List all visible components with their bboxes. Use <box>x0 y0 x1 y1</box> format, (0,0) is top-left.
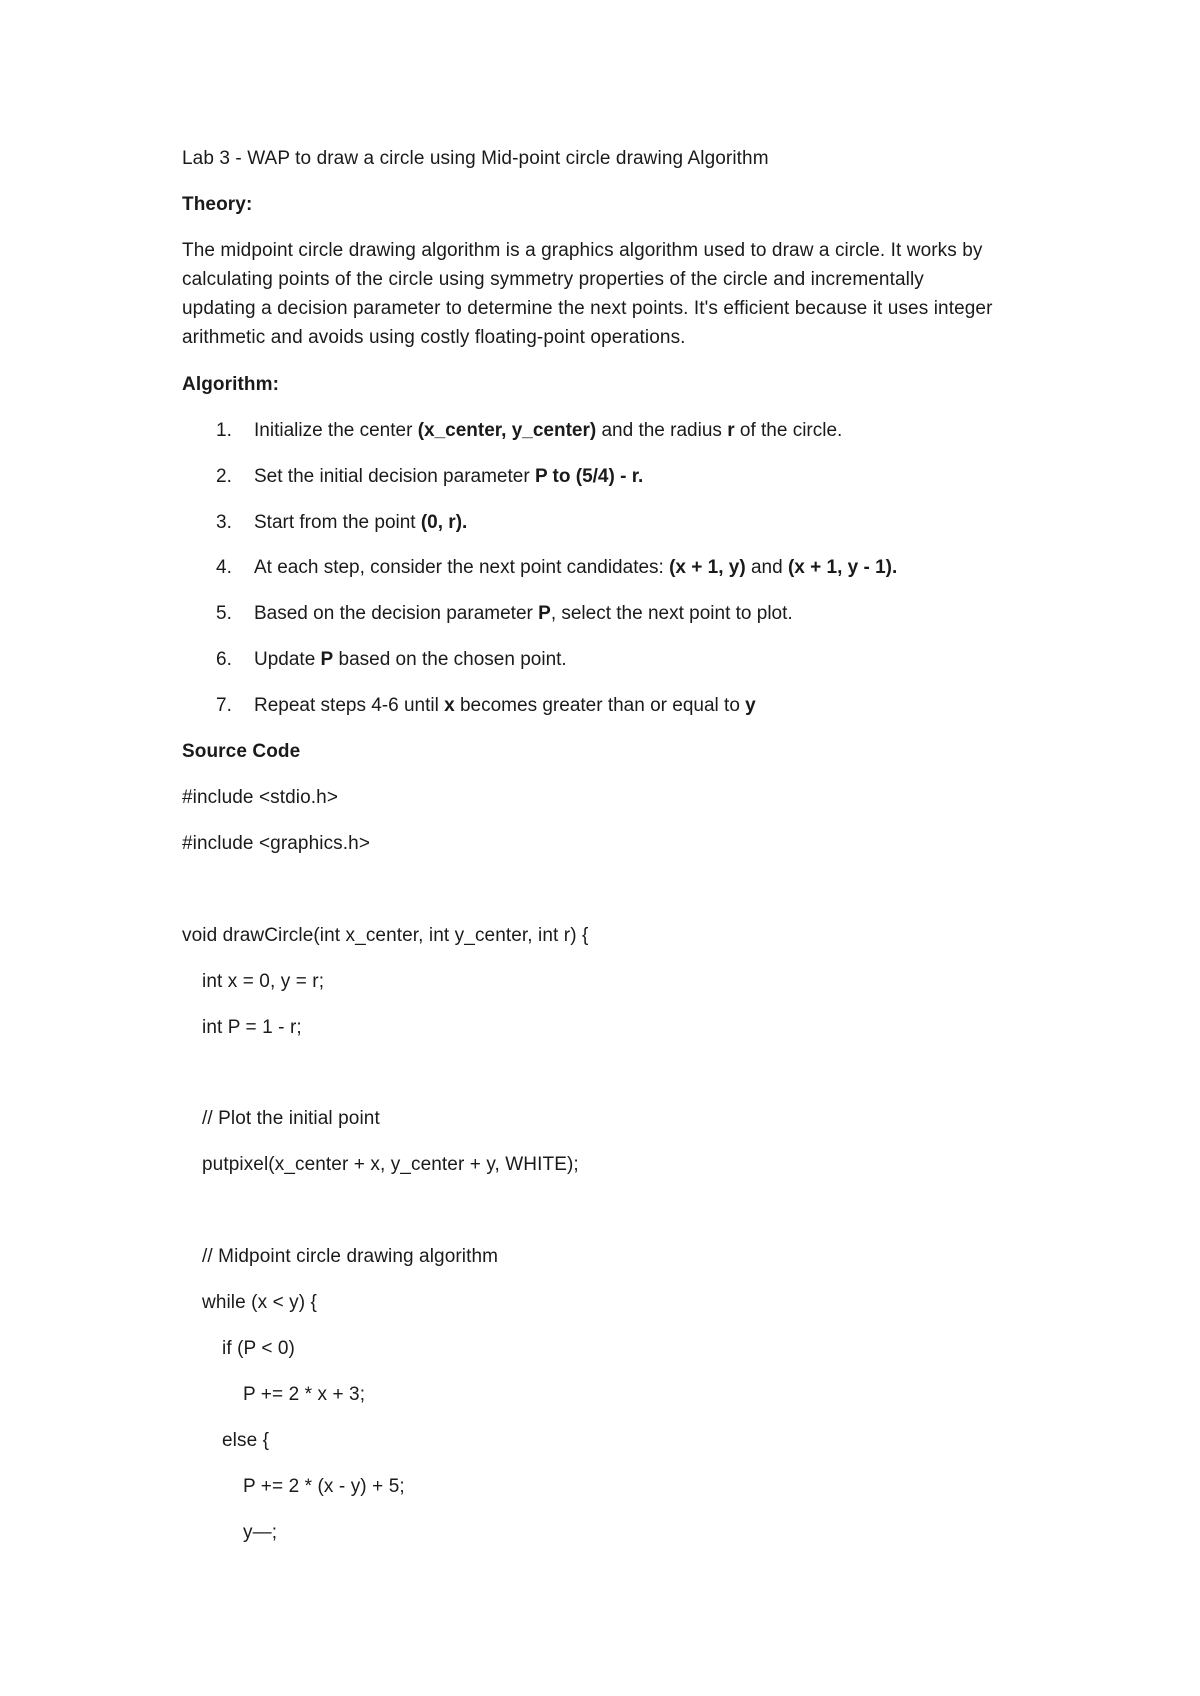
step-number: 3. <box>216 512 232 533</box>
step-number: 6. <box>216 649 232 670</box>
source-code-heading: Source Code <box>182 741 301 762</box>
code-line: P += 2 * (x - y) + 5; <box>243 1476 405 1497</box>
code-line: #include <stdio.h> <box>182 787 339 808</box>
theory-line: arithmetic and avoids using costly floating-point operations. <box>182 327 686 348</box>
document-title: Lab 3 - WAP to draw a circle using Mid-point circle drawing Algorithm <box>182 148 769 169</box>
code-line: if (P < 0) <box>222 1338 295 1359</box>
step-number: 4. <box>216 557 232 578</box>
theory-heading: Theory: <box>182 194 253 215</box>
step-text: At each step, consider the next point candidates: (x + 1, y) and (x + 1, y - 1). <box>254 557 898 578</box>
theory-line: updating a decision parameter to determine the next points. It's efficient because it uses integer <box>182 298 993 319</box>
code-comment: // Midpoint circle drawing algorithm <box>202 1246 499 1267</box>
step-number: 2. <box>216 466 232 487</box>
step-text: Based on the decision parameter P, select the next point to plot. <box>254 603 793 624</box>
theory-line: The midpoint circle drawing algorithm is a graphics algorithm used to draw a circle. It works by <box>182 240 983 261</box>
step-text: Repeat steps 4-6 until x becomes greater than or equal to y <box>254 695 756 716</box>
step-number: 5. <box>216 603 232 624</box>
step-text: Start from the point (0, r). <box>254 512 468 533</box>
code-line: else { <box>222 1430 270 1451</box>
step-number: 7. <box>216 695 232 716</box>
step-text: Set the initial decision parameter P to (5/4) - r. <box>254 466 644 487</box>
code-line: P += 2 * x + 3; <box>243 1384 366 1405</box>
code-line: #include <graphics.h> <box>182 833 371 854</box>
code-line: int x = 0, y = r; <box>202 971 325 992</box>
step-number: 1. <box>216 420 232 441</box>
code-line: void drawCircle(int x_center, int y_center, int r) { <box>182 925 589 946</box>
algorithm-heading: Algorithm: <box>182 374 280 395</box>
code-line: y—; <box>243 1522 278 1543</box>
theory-line: calculating points of the circle using symmetry properties of the circle and incrementally <box>182 269 924 290</box>
step-text: Initialize the center (x_center, y_center) and the radius r of the circle. <box>254 420 843 441</box>
code-line: int P = 1 - r; <box>202 1017 302 1038</box>
code-line: while (x < y) { <box>202 1292 318 1313</box>
step-text: Update P based on the chosen point. <box>254 649 567 670</box>
code-comment: // Plot the initial point <box>202 1108 380 1129</box>
code-line: putpixel(x_center + x, y_center + y, WHITE); <box>202 1154 579 1175</box>
